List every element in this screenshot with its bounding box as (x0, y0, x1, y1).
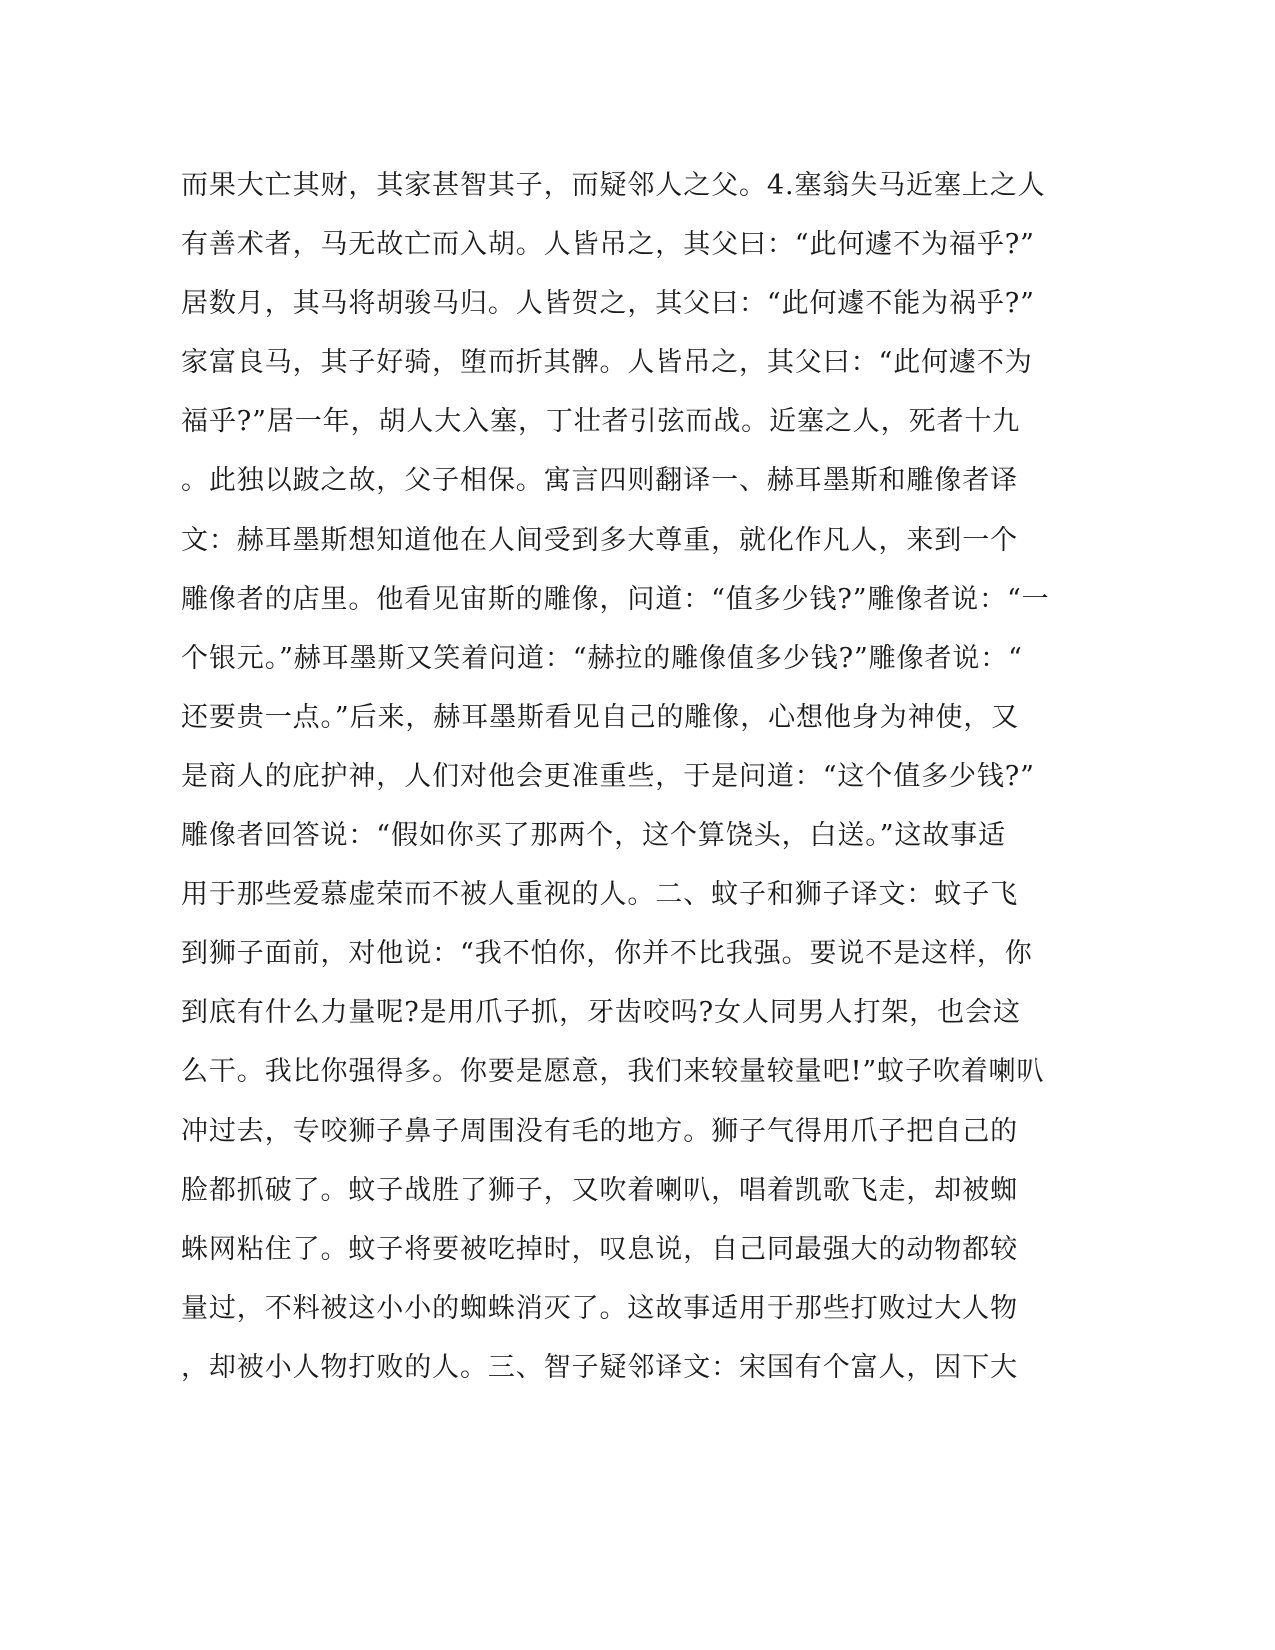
text-line: 而果大亡其财，其家甚智其子，而疑邻人之父。4.塞翁失马近塞上之人 (181, 170, 1046, 201)
text-line: 冲过去，专咬狮子鼻子周围没有毛的地方。狮子气得用爪子把自己的 (181, 1115, 1018, 1147)
text-line: 。此独以跛之故，父子相保。寓言四则翻译一、赫耳墨斯和雕像者译 (181, 465, 1018, 497)
text-line: 有善术者，马无故亡而入胡。人皆吊之，其父曰：“此何遽不为福乎?” (181, 229, 1035, 261)
text-line: 还要贵一点。”后来，赫耳墨斯看见自己的雕像，心想他身为神使，又 (181, 701, 1020, 733)
text-line: 文：赫耳墨斯想知道他在人间受到多大尊重，就化作凡人，来到一个 (181, 524, 1018, 556)
text-line: 量过，不料被这小小的蜘蛛消灭了。这故事适用于那些打败过大人物 (181, 1292, 1018, 1324)
text-line: 是商人的庇护神，人们对他会更准重些，于是问道：“这个值多少钱?” (181, 760, 1035, 792)
text-line: 么干。我比你强得多。你要是愿意，我们来较量较量吧!”蚊子吹着喇叭 (181, 1056, 1045, 1088)
text-line: 福乎?”居一年，胡人大入塞，丁壮者引弦而战。近塞之人，死者十九 (181, 406, 1021, 438)
text-line: 脸都抓破了。蚊子战胜了狮子，又吹着喇叭，唱着凯歌飞走，却被蜘 (181, 1174, 1018, 1206)
text-line: 雕像者回答说：“假如你买了那两个，这个算饶头，白送。”这故事适 (181, 820, 1007, 852)
text-line: 到底有什么力量呢?是用爪子抓，牙齿咬吗?女人同男人打架，也会这 (181, 997, 1021, 1029)
text-line: 蛛网粘住了。蚊子将要被吃掉时，叹息说，自己同最强大的动物都较 (181, 1233, 1018, 1265)
body-text (181, 156, 1061, 1397)
text-line: 家富良马，其子好骑，堕而折其髀。人皆吊之，其父曰：“此何遽不为 (181, 347, 1033, 379)
text-line: 到狮子面前，对他说：“我不怕你，你并不比我强。要说不是这样，你 (181, 938, 1033, 970)
text-line: 个银元。”赫耳墨斯又笑着问道：“赫拉的雕像值多少钱?”雕像者说：“ (181, 642, 1023, 674)
text-line: 用于那些爱慕虚荣而不被人重视的人。二、蚊子和狮子译文：蚊子飞 (181, 879, 1018, 911)
text-line: 居数月，其马将胡骏马归。人皆贺之，其父曰：“此何遽不能为祸乎?” (181, 288, 1035, 320)
text-line: ，却被小人物打败的人。三、智子疑邻译文：宋国有个富人，因下大 (181, 1351, 1018, 1383)
text-line: 雕像者的店里。他看见宙斯的雕像，问道：“值多少钱?”雕像者说：“一 (181, 583, 1050, 615)
